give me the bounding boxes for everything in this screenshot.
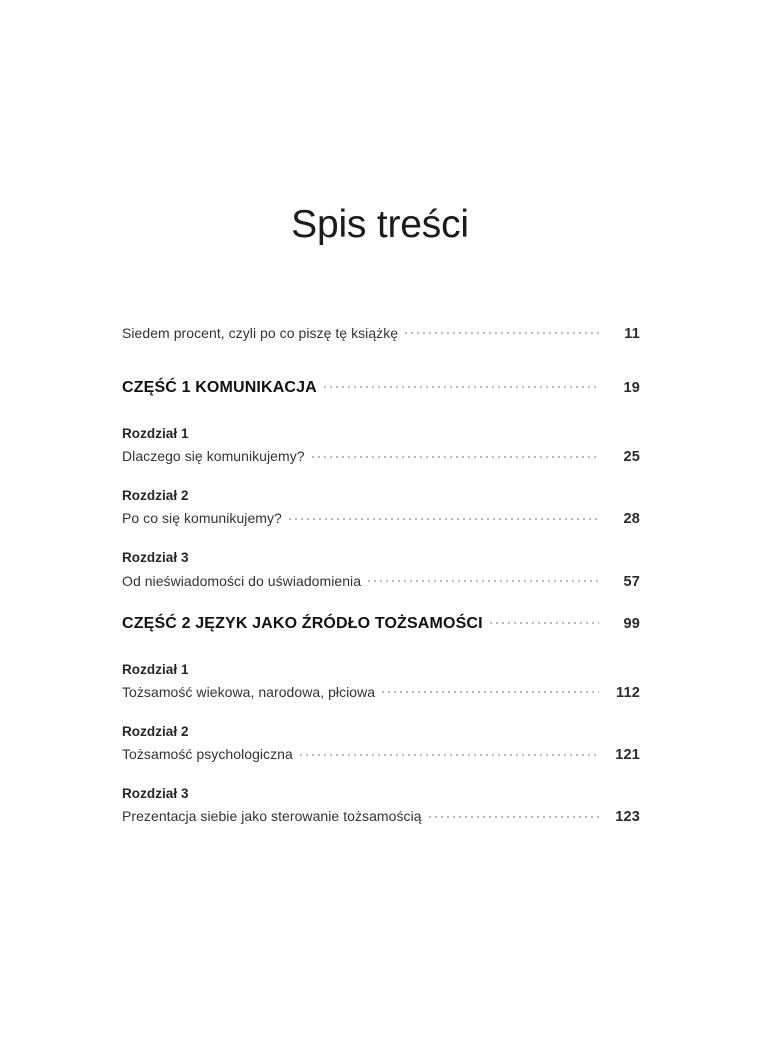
toc-entry[interactable] <box>122 723 640 763</box>
dot-leader <box>324 376 599 392</box>
toc-page-number: 57 <box>623 573 640 590</box>
toc-line[interactable] <box>122 322 640 342</box>
toc-line[interactable] <box>122 743 640 763</box>
toc-page-number: 25 <box>623 449 640 466</box>
toc-page-number: 28 <box>623 511 640 528</box>
dot-leader <box>368 570 599 586</box>
page-title: Spis treści <box>291 203 469 247</box>
chapter-kicker: Rozdział 1 <box>122 661 189 677</box>
toc-entry[interactable] <box>122 661 640 701</box>
dot-leader <box>405 322 599 338</box>
toc-entry-label: CZĘŚĆ 2 JĘZYK JAKO ŹRÓDŁO TOŻSAMOŚCI <box>122 614 483 632</box>
toc-entry-label: Dlaczego się komunikujemy? <box>122 448 305 465</box>
dot-leader <box>300 743 599 759</box>
chapter-kicker: Rozdział 1 <box>122 426 189 441</box>
toc-entry[interactable] <box>122 487 640 527</box>
toc-line[interactable] <box>122 805 640 825</box>
chapter-kicker: Rozdział 2 <box>122 723 189 739</box>
toc-line[interactable] <box>122 612 640 633</box>
toc-line[interactable] <box>122 507 640 527</box>
toc-entry[interactable] <box>122 549 640 589</box>
toc-entry[interactable] <box>122 322 640 342</box>
toc-entry[interactable] <box>122 425 640 465</box>
dot-leader <box>382 681 599 697</box>
dot-leader <box>490 612 599 628</box>
chapter-kicker: Rozdział 3 <box>122 786 189 802</box>
toc-page-number: 123 <box>615 809 640 826</box>
toc-entry[interactable] <box>122 785 640 825</box>
toc-entry-label: Prezentacja siebie jako sterowanie tożsamością <box>122 808 422 825</box>
toc-entry-label: Tożsamość psychologiczna <box>122 746 293 763</box>
toc-line[interactable] <box>122 681 640 701</box>
toc-page-number: 112 <box>616 684 640 701</box>
chapter-kicker: Rozdział 3 <box>122 550 189 566</box>
chapter-kicker: Rozdział 2 <box>122 488 189 504</box>
toc-line[interactable] <box>122 570 640 590</box>
toc-entry-label: CZĘŚĆ 1 KOMUNIKACJA <box>122 379 317 396</box>
dot-leader <box>429 805 599 821</box>
toc-entry-label: Tożsamość wiekowa, narodowa, płciowa <box>122 683 376 700</box>
toc-entry[interactable] <box>122 612 640 633</box>
toc-page-number: 19 <box>623 380 640 396</box>
toc-page-number: 11 <box>624 326 640 342</box>
toc-entry-label: Siedem procent, czyli po co piszę tę książkę <box>122 325 399 341</box>
toc-line[interactable] <box>122 445 640 465</box>
dot-leader <box>289 507 599 523</box>
toc-entry-label: Od nieświadomości do uświadomienia <box>122 572 362 589</box>
toc-page-number: 99 <box>623 615 640 632</box>
toc-entry-list <box>122 322 640 847</box>
dot-leader <box>312 445 599 461</box>
toc-page-number: 121 <box>615 747 640 764</box>
toc-entry[interactable] <box>122 376 640 397</box>
toc-line[interactable] <box>122 376 640 397</box>
toc-entry-label: Po co się komunikujemy? <box>122 510 282 527</box>
